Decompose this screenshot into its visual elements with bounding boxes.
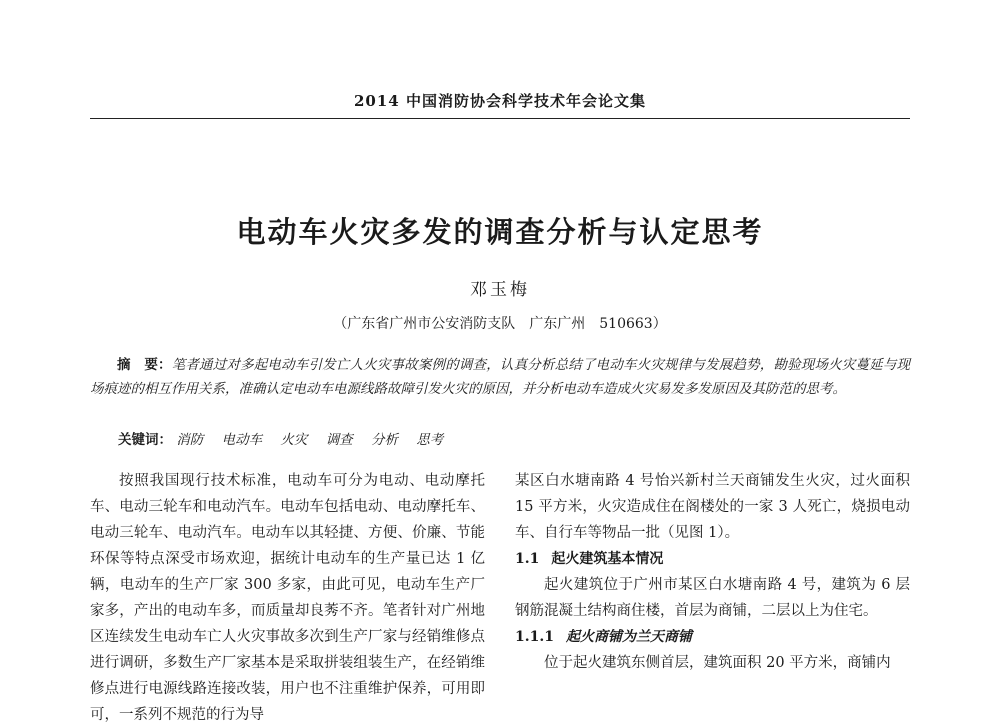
section-number: 1.1	[515, 551, 540, 567]
abstract-label: 摘 要：	[117, 357, 172, 373]
section-heading-1-1	[515, 546, 910, 572]
body-paragraph-continued: 某区白水塘南路 4 号怡兴新村兰天商铺发生火灾，过火面积 15 平方米，火灾造成住在阁楼处的一家 3 人死亡，烧损电动车、自行车等物品一批（见图 1）。	[515, 473, 910, 541]
keywords-label: 关键词：	[118, 432, 172, 448]
keywords	[118, 428, 898, 448]
section-title: 起火建筑基本情况	[551, 551, 664, 567]
keyword: 分析	[370, 432, 398, 448]
abstract-text: 笔者通过对多起电动车引发亡人火灾事故案例的调查，认真分析总结了电动车火灾规律与发展趋势，勘验现场火灾蔓延与现场痕迹的相互作用关系，准确认定电动车电源线路故障引发火灾的原因，并分析电动车造成火灾易发多发原因及其防范的思考。	[90, 357, 910, 397]
section-number: 1.1.1	[515, 629, 554, 645]
section-heading-1-1-1	[515, 624, 910, 650]
abstract	[90, 353, 910, 401]
keyword: 火灾	[280, 432, 308, 448]
author-name: 邓玉梅	[470, 280, 530, 300]
keyword: 调查	[325, 432, 353, 448]
keyword: 消防	[176, 432, 204, 448]
body-paragraph: 按照我国现行技术标准，电动车可分为电动、电动摩托车、电动三轮车和电动汽车。电动车包括电动、电动摩托车、电动三轮车、电动汽车。电动车以其轻捷、方便、价廉、节能环保等特点深受市场欢迎，据统计电动车的生产量已达 1 亿辆，电动车的生产厂家 300 多家，由此可见，电动车生产厂家多，产出的电动车多，而质量却良莠不齐。笔者针对广州地区连续发生电动车亡人火灾事故多次到生产厂家与经销维修点进行调研，多数生产厂家基本是采取拼装组装生产，在经销维修点进行电源线路连接改装，用户也不注重维护保养，可用即可，一系列不规范的行为导	[90, 473, 485, 723]
body-column-right	[515, 468, 910, 676]
body-paragraph: 起火建筑位于广州市某区白水塘南路 4 号，建筑为 6 层钢筋混凝土结构商住楼，首层为商铺，二层以上为住宅。	[515, 577, 910, 619]
keyword: 电动车	[221, 432, 263, 448]
header-rule	[90, 118, 910, 119]
keyword: 思考	[416, 432, 444, 448]
body-paragraph: 位于起火建筑东侧首层，建筑面积 20 平方米，商铺内	[544, 655, 891, 671]
body-column-left	[90, 468, 485, 728]
paper-title: 电动车火灾多发的调查分析与认定思考	[236, 215, 764, 249]
section-title: 起火商铺为兰天商铺	[565, 629, 692, 645]
author-affiliation: （广东省广州市公安消防支队 广东广州 510663）	[333, 316, 667, 332]
running-header: 2014 中国消防协会科学技术年会论文集	[354, 92, 646, 110]
